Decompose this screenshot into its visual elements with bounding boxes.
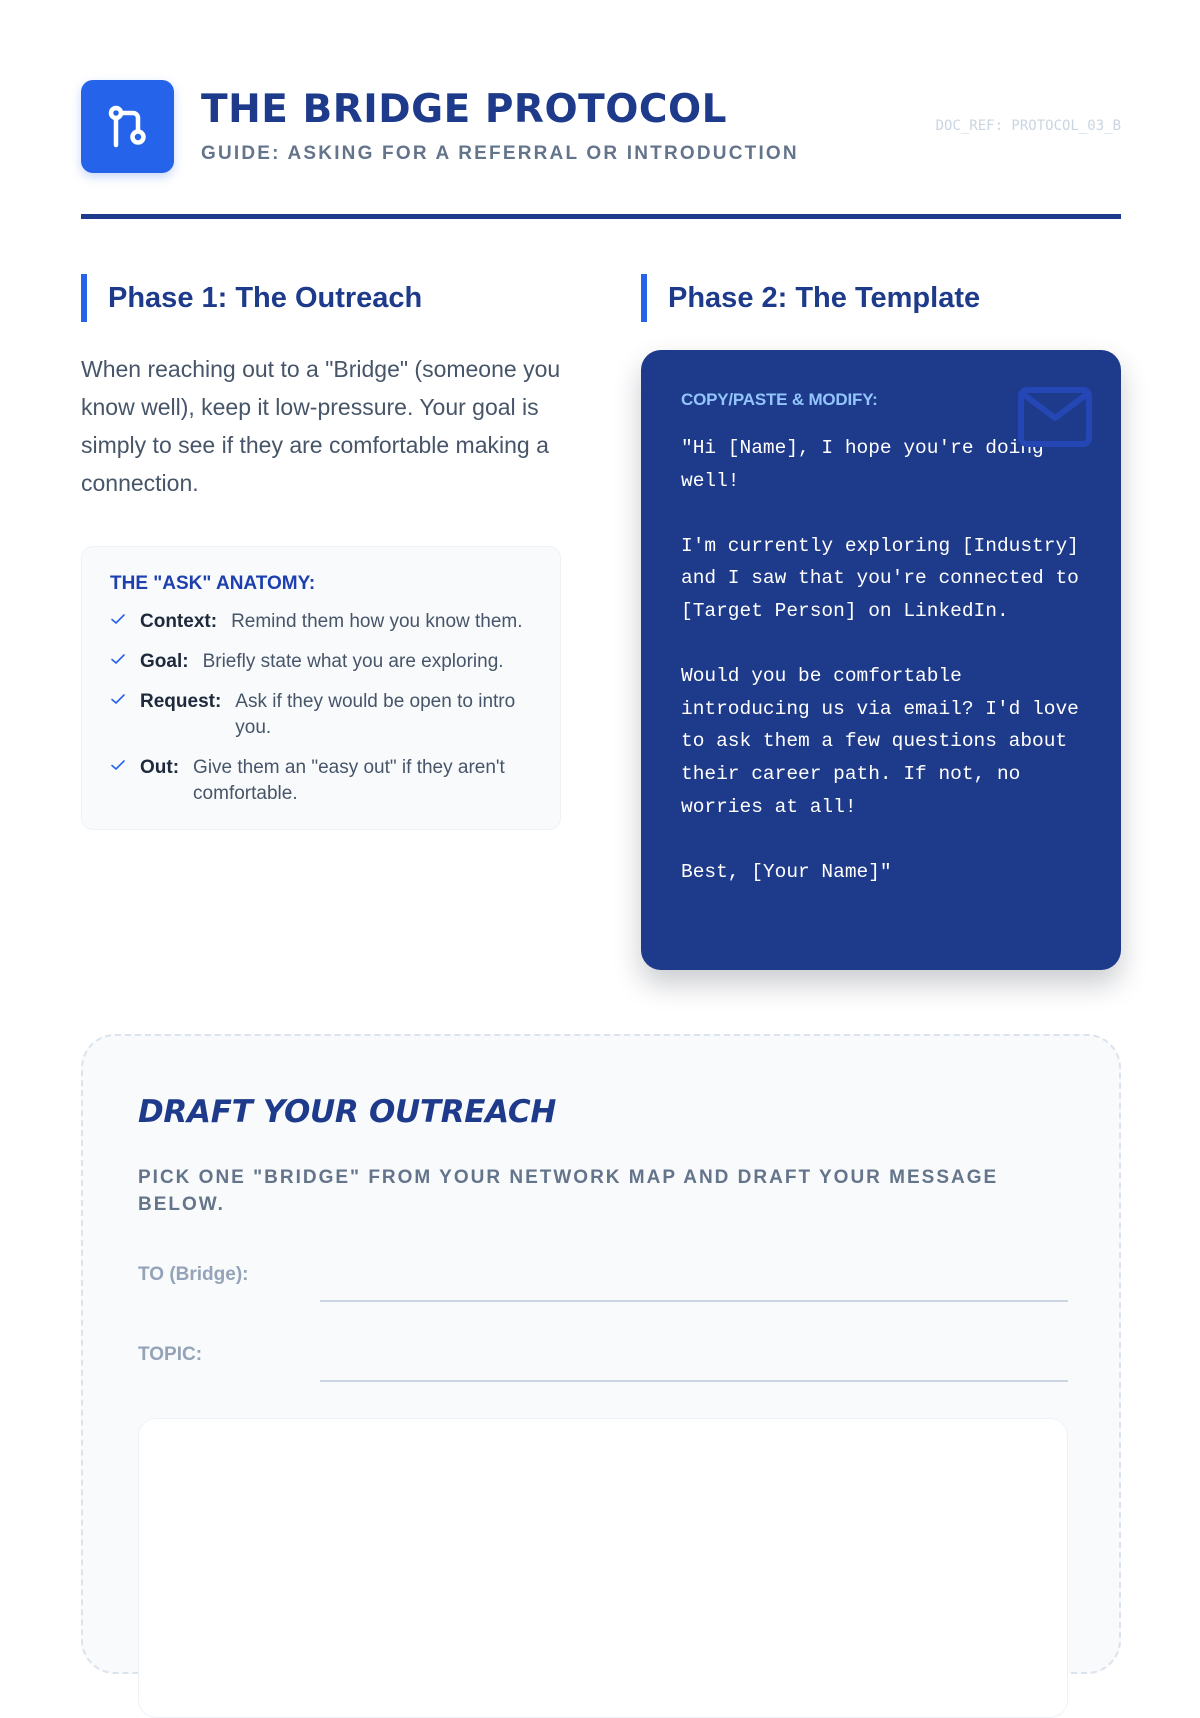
phase1-intro: When reaching out to a "Bridge" (someone you know well), keep it low-pressure. Your goal is simply to see if they are comfortable making a connection. [81,356,561,496]
topic-field [138,1344,1068,1384]
check-icon [110,651,126,667]
item-term: Out: [140,757,180,778]
git-pull-request-icon [105,104,151,150]
check-icon [110,611,126,627]
draft-section [81,1034,1121,1674]
item-desc: Briefly state what you are exploring. [202,651,504,672]
phase2-heading: Phase 2: The Template [641,274,1121,322]
check-icon [110,691,126,707]
check-icon [110,757,126,773]
item-desc: Remind them how you know them. [231,611,523,632]
to-field [138,1264,1068,1304]
phase1-heading: Phase 1: The Outreach [81,274,561,322]
ask-anatomy-box [81,546,561,830]
phase1-column [81,274,561,830]
message-draft-area[interactable] [138,1418,1068,1718]
list-item [110,609,532,635]
template-card [641,350,1121,970]
page-title: THE BRIDGE PROTOCOL [201,87,727,132]
mail-icon [1017,386,1093,448]
logo [81,80,174,173]
list-item [110,649,532,675]
document-page [81,80,1121,1365]
item-term: Goal: [140,651,189,672]
to-input[interactable] [320,1300,1068,1302]
topic-label: TOPIC: [138,1344,203,1365]
template-message[interactable]: "Hi [Name], I hope you're doing well! I'm currently exploring [Industry] and I saw that you're connected to [Target Person] on LinkedIn. Would you be comfortable introducing us via email? I'd love to ask them a few questions about their career path. If not, no worries at all! Best, [Your Name]" [681,437,1079,883]
list-item [110,755,532,807]
list-item [110,689,532,741]
item-term: Request: [140,691,222,712]
draft-instructions: PICK ONE "BRIDGE" FROM YOUR NETWORK MAP AND DRAFT YOUR MESSAGE BELOW. [138,1167,999,1215]
to-label: TO (Bridge): [138,1264,249,1285]
page-subtitle: GUIDE: ASKING FOR A REFERRAL OR INTRODUCTION [201,143,799,164]
phase2-column [641,274,1121,970]
doc-ref: DOC_REF: PROTOCOL_03_B [935,118,1121,134]
item-term: Context: [140,611,218,632]
ask-anatomy-heading: THE "ASK" ANATOMY: [110,573,316,594]
header [81,80,1121,176]
item-desc: Give them an "easy out" if they aren't comfortable. [193,757,505,804]
template-label: COPY/PASTE & MODIFY: [681,390,878,409]
topic-input[interactable] [320,1380,1068,1382]
draft-heading: DRAFT YOUR OUTREACH [138,1094,556,1130]
header-divider [81,214,1121,219]
item-desc: Ask if they would be open to intro you. [235,691,516,738]
ask-anatomy-list [110,609,532,807]
